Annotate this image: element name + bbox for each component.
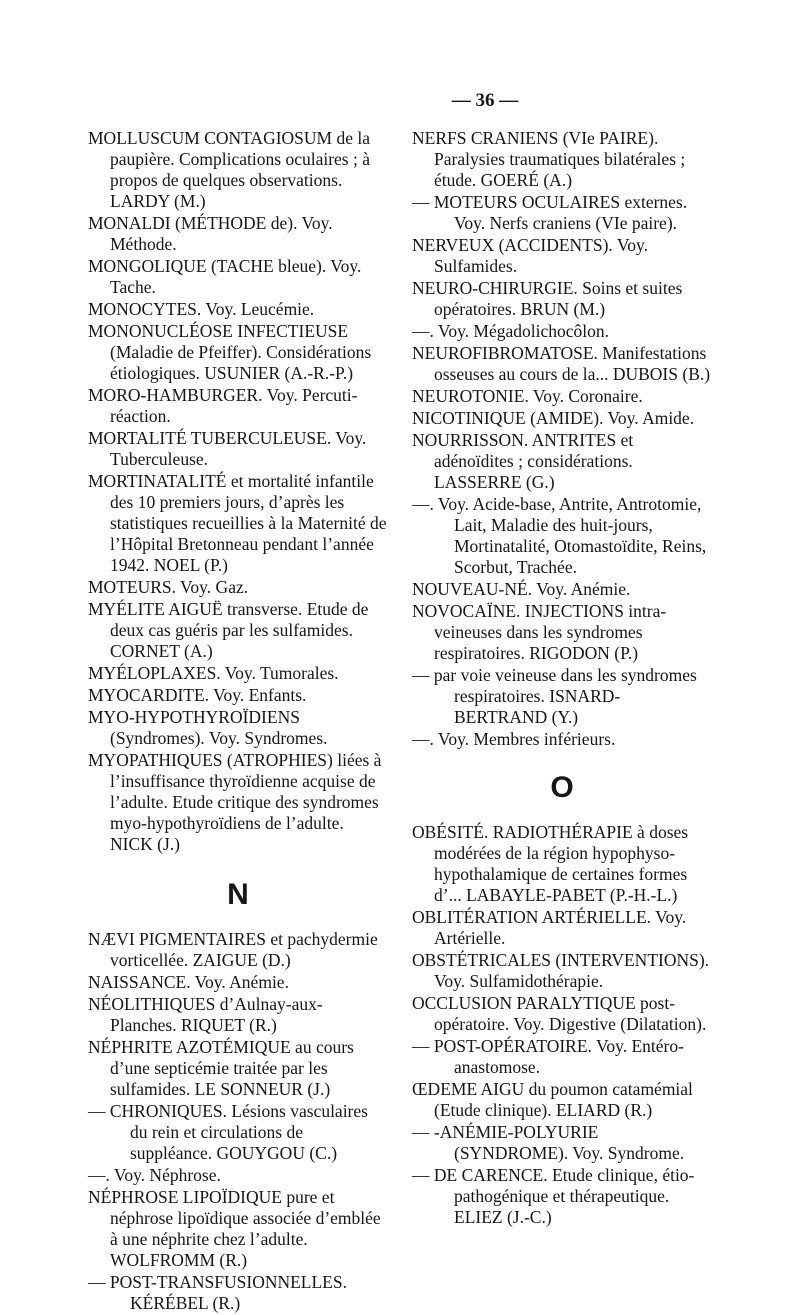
index-entry: NEUROTONIE. Voy. Coronaire.	[412, 386, 643, 406]
index-entry: MYÉLITE AIGUË transverse. Etude de deux cas guéris par les sulfamides. CORNET (A.)	[88, 599, 369, 661]
index-entry: NÆVI PIGMENTAIRES et pachydermie vorticellée. ZAIGUE (D.)	[88, 929, 378, 970]
index-entry: — MOTEURS OCULAIRES externes. Voy. Nerfs craniens (VIe paire).	[412, 192, 688, 233]
section-letter-o: O	[550, 771, 574, 804]
index-entry: — CHRONIQUES. Lésions vasculaires du rein et circulations de suppléance. GOUYGOU (C.)	[88, 1101, 368, 1163]
index-entry: MYÉLOPLAXES. Voy. Tumorales.	[88, 663, 339, 683]
page-number: — 36 —	[451, 90, 519, 111]
index-entry: — DE CARENCE. Etude clinique, étio-pathogénique et thérapeutique. ELIEZ (J.-C.)	[412, 1165, 695, 1227]
index-entry: MORO-HAMBURGER. Voy. Percuti-réaction.	[88, 385, 358, 426]
index-entry: OBSTÉTRICALES (INTERVENTIONS). Voy. Sulfamidothérapie.	[412, 950, 710, 991]
index-entry: —. Voy. Mégadolichocôlon.	[412, 321, 610, 341]
section-letter-n: N	[227, 878, 249, 911]
index-entry: — par voie veineuse dans les syndromes respiratoires. ISNARD-BERTRAND (Y.)	[412, 665, 697, 727]
index-entry: OBLITÉRATION ARTÉRIELLE. Voy. Artérielle.	[412, 907, 687, 948]
index-entry: NÉPHROSE LIPOÏDIQUE pure et néphrose lipoïdique associée d’emblée à une néphrite chez l’adulte. WOLFROMM (R.)	[88, 1187, 381, 1270]
entry-list	[88, 929, 388, 1314]
entry-list	[412, 128, 712, 750]
index-entry: MONALDI (MÉTHODE de). Voy. Méthode.	[88, 213, 333, 254]
entry-list	[88, 128, 388, 855]
index-entry: MONOCYTES. Voy. Leucémie.	[88, 299, 315, 319]
index-entry: NOUVEAU-NÉ. Voy. Anémie.	[412, 579, 631, 599]
index-entry: NOURRISSON. ANTRITES et adénoïdites ; considérations. LASSERRE (G.)	[412, 430, 634, 492]
index-entry: MYOPATHIQUES (ATROPHIES) liées à l’insuffisance thyroïdienne acquise de l’adulte. Etude critique des syndromes myo-hypothyroïdiens de l’adulte. NICK (J.)	[88, 750, 382, 854]
index-entry: —. Voy. Acide-base, Antrite, Antrotomie, Lait, Maladie des huit-jours, Mortinatalité, Otomastoïdite, Reins, Scorbut, Trachée.	[412, 494, 707, 577]
index-entry: — -ANÉMIE-POLYURIE (SYNDROME). Voy. Syndrome.	[412, 1122, 685, 1163]
index-entry: — POST-TRANSFUSIONNELLES. KÉRÉBEL (R.)	[88, 1272, 347, 1313]
index-entry: —. Voy. Membres inférieurs.	[412, 729, 616, 749]
index-entry: NERVEUX (ACCIDENTS). Voy. Sulfamides.	[412, 235, 648, 276]
index-entry: —. Voy. Néphrose.	[88, 1165, 221, 1185]
right-column	[412, 128, 712, 1229]
index-entry: NÉPHRITE AZOTÉMIQUE au cours d’une septicémie traitée par les sulfamides. LE SONNEUR (J.)	[88, 1037, 354, 1099]
index-entry: — POST-OPÉRATOIRE. Voy. Entéro-anastomose.	[412, 1036, 684, 1077]
index-entry: MORTALITÉ TUBERCULEUSE. Voy. Tuberculeuse.	[88, 428, 367, 469]
index-entry: NÉOLITHIQUES d’Aulnay-aux-Planches. RIQUET (R.)	[88, 994, 323, 1035]
index-entry: MONGOLIQUE (TACHE bleue). Voy. Tache.	[88, 256, 362, 297]
index-entry: OBÉSITÉ. RADIOTHÉRAPIE à doses modérées de la région hypophyso-hypothalamique de certaines formes d’... LABAYLE-PABET (P.-H.-L.)	[412, 822, 689, 905]
index-entry: MOTEURS. Voy. Gaz.	[88, 577, 249, 597]
index-entry: NEURO-CHIRURGIE. Soins et suites opératoires. BRUN (M.)	[412, 278, 683, 319]
index-entry: MYOCARDITE. Voy. Enfants.	[88, 685, 307, 705]
index-entry: ŒDEME AIGU du poumon catamémial (Etude clinique). ELIARD (R.)	[412, 1079, 693, 1120]
index-entry: MONONUCLÉOSE INFECTIEUSE (Maladie de Pfeiffer). Considérations étiologiques. USUNIER (A.-R.-P.)	[88, 321, 372, 383]
index-entry: MOLLUSCUM CONTAGIOSUM de la paupière. Complications oculaires ; à propos de quelques observations. LARDY (M.)	[88, 128, 370, 211]
index-entry: NICOTINIQUE (AMIDE). Voy. Amide.	[412, 408, 695, 428]
index-entry: MYO-HYPOTHYROÏDIENS (Syndromes). Voy. Syndromes.	[88, 707, 328, 748]
index-entry: MORTINATALITÉ et mortalité infantile des 10 premiers jours, d’après les statistiques recueillies à la Maternité de l’Hôpital Bretonneau pendant l’année 1942. NOEL (P.)	[88, 471, 387, 575]
index-entry: NERFS CRANIENS (VIe PAIRE). Paralysies traumatiques bilatérales ; étude. GOERÉ (A.)	[412, 128, 686, 190]
entry-list	[412, 822, 712, 1228]
left-column	[88, 128, 388, 1315]
index-entry: NEUROFIBROMATOSE. Manifestations osseuses au cours de la... DUBOIS (B.)	[412, 343, 711, 384]
index-entry: OCCLUSION PARALYTIQUE post-opératoire. Voy. Digestive (Dilatation).	[412, 993, 707, 1034]
index-entry: NAISSANCE. Voy. Anémie.	[88, 972, 289, 992]
index-entry: NOVOCAÏNE. INJECTIONS intra-veineuses dans les syndromes respiratoires. RIGODON (P.)	[412, 601, 667, 663]
